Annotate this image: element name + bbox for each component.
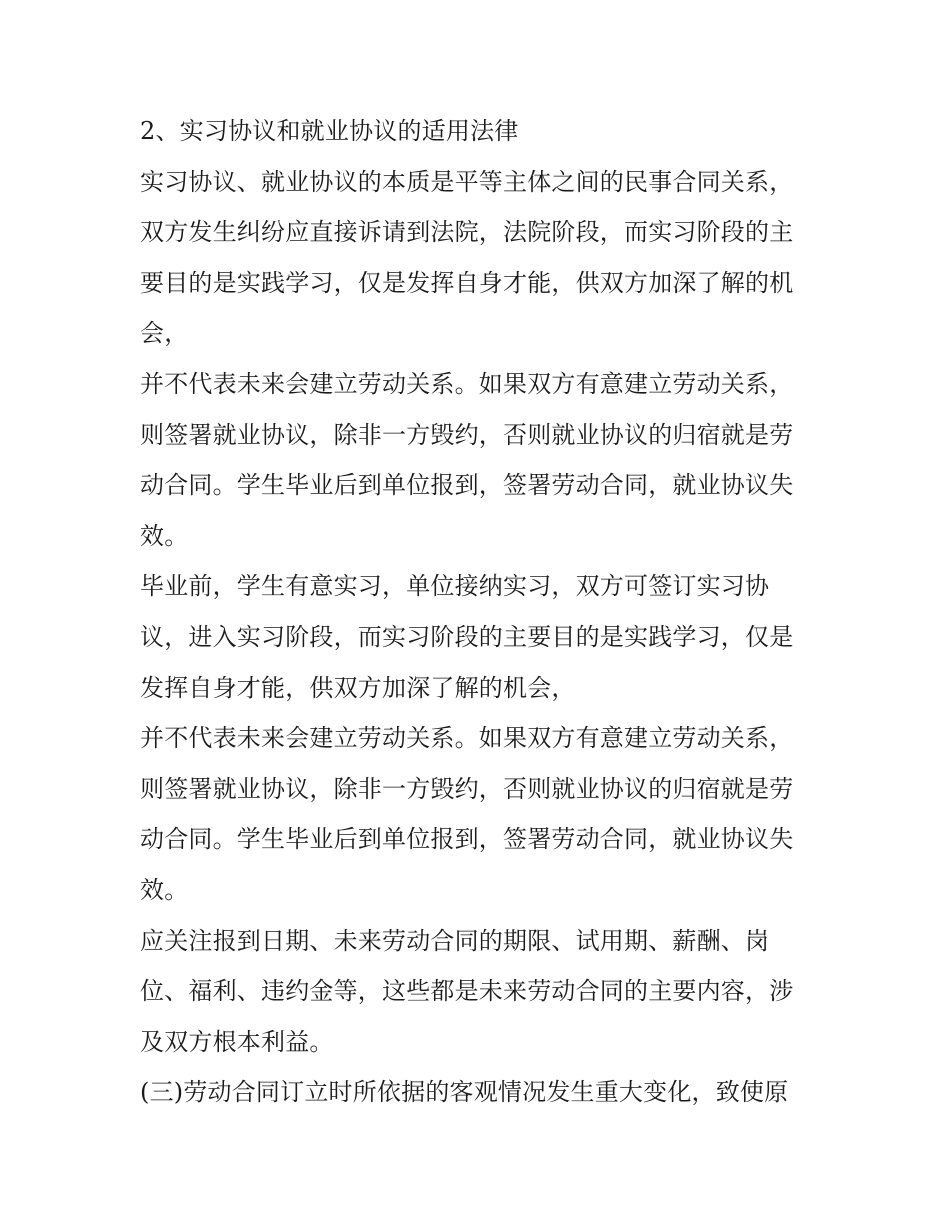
text-line: 双方发生纠纷应直接诉请到法院，法院阶段，而实习阶段的主 — [140, 218, 794, 247]
text-line: 应关注报到日期、未来劳动合同的期限、试用期、薪酬、岗 — [140, 926, 770, 955]
text-line: 及双方根本利益。 — [140, 1027, 334, 1056]
section-heading: 2、实习协议和就业协议的适用法律 — [140, 117, 519, 145]
text-line: 动合同。学生毕业后到单位报到，签署劳动合同，就业协议失 — [140, 471, 794, 500]
text-line: 议，进入实习阶段，而实习阶段的主要目的是实践学习，仅是 — [140, 622, 794, 651]
text-line: 发挥自身才能，供双方加深了解的机会， — [140, 673, 576, 702]
text-line: 并不代表未来会建立劳动关系。如果双方有意建立劳动关系， — [140, 724, 794, 753]
text-line: 毕业前，学生有意实习，单位接纳实习，双方可签订实习协 — [140, 572, 770, 601]
text-line: 效。 — [140, 521, 189, 550]
text-line: 并不代表未来会建立劳动关系。如果双方有意建立劳动关系， — [140, 369, 794, 398]
text-line: 动合同。学生毕业后到单位报到，签署劳动合同，就业协议失 — [140, 825, 794, 854]
text-line: 位、福利、违约金等，这些都是未来劳动合同的主要内容，涉 — [140, 977, 794, 1006]
text-line: 则签署就业协议，除非一方毁约，否则就业协议的归宿就是劳 — [140, 774, 794, 803]
document-body — [140, 106, 820, 1118]
text-line: 效。 — [140, 875, 189, 904]
text-line: 会， — [140, 319, 189, 348]
text-line: 实习协议、就业协议的本质是平等主体之间的民事合同关系， — [140, 167, 794, 196]
text-line: 则签署就业协议，除非一方毁约，否则就业协议的归宿就是劳 — [140, 420, 794, 449]
text-line: 要目的是实践学习，仅是发挥自身才能，供双方加深了解的机 — [140, 268, 794, 297]
text-line: (三)劳动合同订立时所依据的客观情况发生重大变化，致使原 — [140, 1078, 789, 1107]
